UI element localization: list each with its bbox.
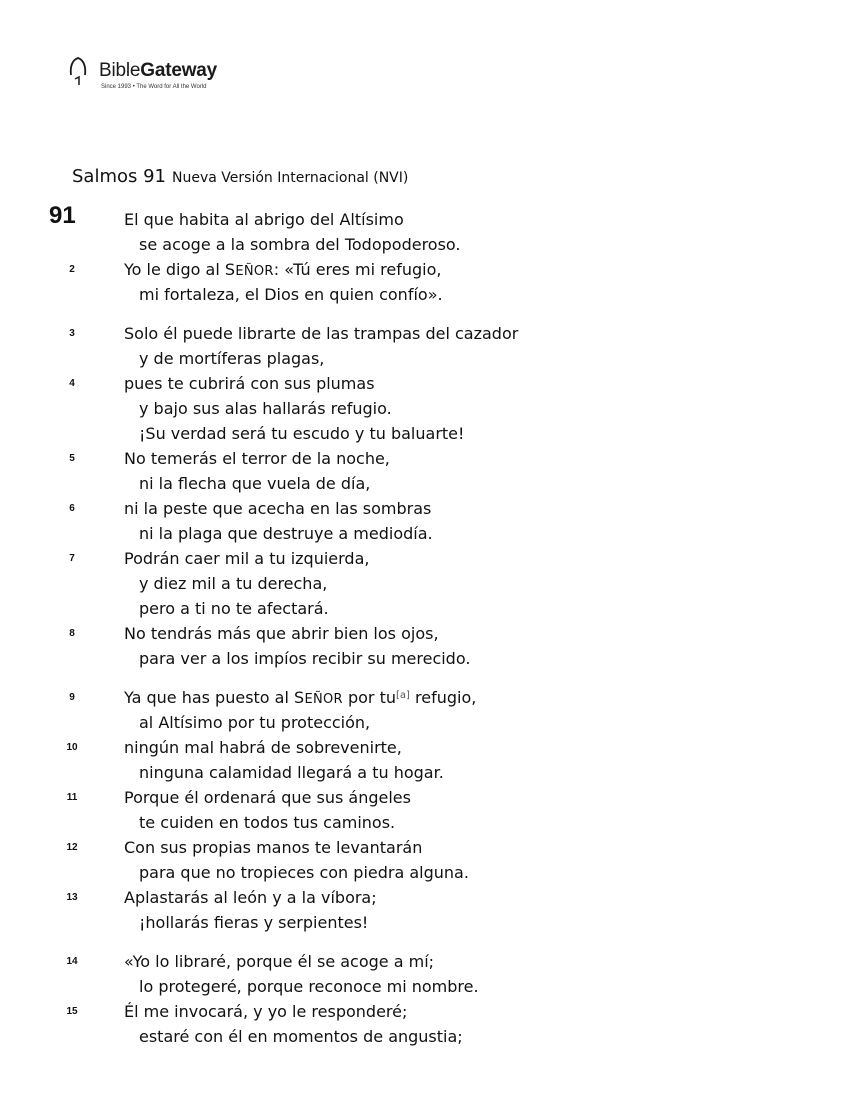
stanza (0, 202, 850, 307)
footnote-link[interactable]: [a] (396, 690, 410, 701)
verse-text: No tendrás más que abrir bien los ojos, (124, 624, 439, 643)
verse-line (0, 999, 850, 1024)
verse-number: 8 (69, 628, 75, 639)
verse-text (124, 685, 476, 712)
logo-name-prefix: Bible (99, 60, 141, 81)
stanza (0, 949, 850, 1049)
verse-line (0, 321, 850, 346)
verse-text: Porque él ordenará que sus ángeles (124, 788, 411, 807)
verse-text: ningún mal habrá de sobrevenirte, (124, 738, 402, 757)
verse-text: pero a ti no te afectará. (139, 599, 329, 618)
verse-text-part: Yo le digo al (124, 260, 225, 279)
verse-text: ninguna calamidad llegará a tu hogar. (139, 763, 444, 782)
bible-version: Nueva Versión Internacional (NVI) (172, 170, 409, 186)
verse-number: 13 (66, 892, 78, 903)
verse-line (0, 346, 850, 371)
verse-number: 3 (69, 328, 75, 339)
verse-line (0, 421, 850, 446)
passage-title (72, 164, 408, 191)
verse-line (0, 257, 850, 282)
verse-line (0, 282, 850, 307)
verse-text: Aplastarás al león y a la víbora; (124, 888, 377, 907)
verse-text: estaré con él en momentos de angustia; (139, 1027, 463, 1046)
verse-line (0, 910, 850, 935)
verse-line (0, 760, 850, 785)
verse-text: lo protegeré, porque reconoce mi nombre. (139, 977, 479, 996)
stanza (0, 321, 850, 671)
verse-number: 6 (69, 503, 75, 514)
verse-text: ¡hollarás fieras y serpientes! (139, 913, 369, 932)
verse-line (0, 621, 850, 646)
verse-text: para ver a los impíos recibir su merecido. (139, 649, 471, 668)
verse-text: se acoge a la sombra del Todopoderoso. (139, 235, 461, 254)
ichthys-fish-icon (66, 55, 92, 89)
chapter-number: 91 (49, 202, 76, 229)
verse-text (124, 257, 441, 284)
verse-text: ¡Su verdad será tu escudo y tu baluarte! (139, 424, 465, 443)
lord-rest: EÑOR (304, 692, 343, 707)
verse-text: El que habita al abrigo del Altísimo (124, 210, 404, 229)
verse-text: y diez mil a tu derecha, (139, 574, 328, 593)
verse-line (0, 371, 850, 396)
verse-line (0, 646, 850, 671)
verse-text: mi fortaleza, el Dios en quien confío». (139, 285, 443, 304)
logo-name-bold: Gateway (140, 60, 218, 81)
passage-body (0, 202, 850, 1063)
verse-text: para que no tropieces con piedra alguna. (139, 863, 469, 882)
verse-line (0, 974, 850, 999)
verse-text-part: refugio, (409, 688, 477, 707)
verse-line (0, 596, 850, 621)
verse-line (0, 710, 850, 735)
verse-number: 15 (66, 1006, 78, 1017)
verse-number: 12 (66, 842, 78, 853)
verse-line (0, 735, 850, 760)
verse-number: 14 (66, 956, 78, 967)
verse-text: te cuiden en todos tus caminos. (139, 813, 396, 832)
book-chapter: Salmos 91 (72, 166, 167, 187)
verse-line (0, 446, 850, 471)
verse-number: 11 (66, 792, 78, 803)
verse-number: 10 (66, 742, 78, 753)
verse-line (0, 785, 850, 810)
verse-text: No temerás el terror de la noche, (124, 449, 390, 468)
verse-line (0, 571, 850, 596)
verse-text: ni la peste que acecha en las sombras (124, 499, 432, 518)
verse-text: «Yo lo libraré, porque él se acoge a mí; (124, 952, 435, 971)
verse-line (0, 546, 850, 571)
verse-text-part: Ya que has puesto al (124, 688, 295, 707)
verse-number: 5 (69, 453, 75, 464)
stanza (0, 685, 850, 935)
verse-line (0, 521, 850, 546)
verse-number: 7 (69, 553, 75, 564)
verse-text: Podrán caer mil a tu izquierda, (124, 549, 370, 568)
verse-line (0, 810, 850, 835)
verse-text: Con sus propias manos te levantarán (124, 838, 423, 857)
verse-line (0, 202, 850, 232)
verse-number: 9 (69, 692, 75, 703)
verse-line (0, 949, 850, 974)
verse-text: Solo él puede librarte de las trampas del cazador (124, 324, 519, 343)
logo-tagline: Since 1993 • The Word for All the World (101, 84, 207, 90)
lord-rest: EÑOR (235, 264, 274, 279)
verse-line (0, 1024, 850, 1049)
verse-text: ni la flecha que vuela de día, (139, 474, 371, 493)
verse-line (0, 835, 850, 860)
verse-text-part: por tu (342, 688, 396, 707)
verse-text: y bajo sus alas hallarás refugio. (139, 399, 392, 418)
verse-text: Él me invocará, y yo le responderé; (124, 1002, 408, 1021)
verse-text: ni la plaga que destruye a mediodía. (139, 524, 433, 543)
verse-text: al Altísimo por tu protección, (139, 713, 371, 732)
verse-line (0, 232, 850, 257)
lord-small-caps (224, 260, 274, 279)
verse-line (0, 396, 850, 421)
verse-text: y de mortíferas plagas, (139, 349, 325, 368)
verse-line (0, 860, 850, 885)
verse-line (0, 471, 850, 496)
verse-text-part: : «Tú eres mi refugio, (273, 260, 442, 279)
verse-line (0, 885, 850, 910)
logo-name (99, 60, 217, 82)
lord-small-caps (294, 688, 343, 707)
lord-initial: S (294, 688, 305, 707)
verse-number: 4 (69, 378, 75, 389)
lord-initial: S (224, 260, 236, 279)
verse-number: 2 (69, 264, 75, 275)
verse-line (0, 685, 850, 710)
verse-text: pues te cubrirá con sus plumas (124, 374, 375, 393)
verse-line (0, 496, 850, 521)
